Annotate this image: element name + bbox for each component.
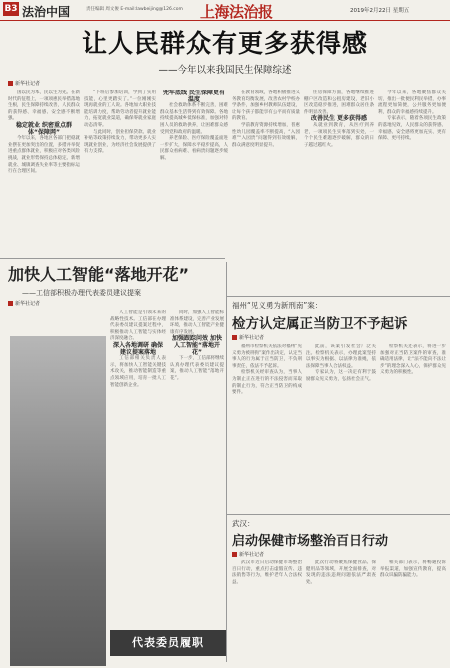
kicker-wuhan: 武汉： — [232, 519, 255, 528]
divider — [0, 258, 225, 259]
byline-article4: 新华社记者 — [232, 551, 264, 558]
photo — [10, 336, 106, 666]
newspaper-brand: 上海法治报 — [200, 3, 273, 21]
article4-column-2: 此次行动将聚焦保健食品、保健用品等领域，开展全面排查，对发现的违法违规问题依法严肃查处。 — [306, 560, 376, 585]
divider — [227, 514, 450, 515]
article1-column-2: “下班后参加培训，学到了实用技能，心里更踏实了。”一位刚刚实现再就业的工人说。各地加大职业技能培训力度，帮助劳动者提升就业能力，拓宽就业渠道，确保零就业家庭动态清零。 与此同时，创业担保贷款、就业补贴等政策持续发力，带动更多人实现就业创业，为经济社会发展提供了有力支撑。 — [84, 90, 156, 155]
divider — [227, 296, 450, 297]
page-number: B3 — [4, 4, 18, 14]
article1-column-1: 国以民为本，民以生为先。在新时代的征程上，一项项惠民举措落地生根，民生保障持续改善，人民群众的获得感、幸福感、安全感不断增强。 稳定就业 织密重点群体“保障网” 今年以来，各地区各部门把稳就业摆在更加突出的位置，多措并举促进重点群体就业，积极应对各类风险挑战，就业形势保持总体稳定。新增就业、城镇调查失业率等主要指标运行在合理区间。 — [8, 90, 80, 175]
article1-column-6: 今年以来，各地聚焦群众关切，推出一批便民利民举措，办事流程更加简便，公共服务更加便利，群众的幸福感持续提升。 专家表示，随着各项民生政策的落地见效，人民群众的获得感、幸福感、安全感将更加充实、更有保障、更可持续。 — [378, 90, 446, 142]
byline-article2: 新华社记者 — [8, 300, 40, 307]
byline-marker-icon — [232, 552, 237, 557]
byline-marker-icon — [8, 81, 13, 86]
article3-column-1: 福州市检察机关依法对福州“见义勇为被刑拘”案作出决定，认定当事人的行为属于正当防卫，不负刑事责任，依法不予起诉。 检察机关经审查认为，当事人为制止正在进行的不法侵害而采取的制止行为，符合正当防卫的构成要件。 — [232, 344, 302, 396]
byline-marker-icon — [232, 335, 237, 340]
article4-column-1: 武汉市近日启动保健市场整治百日行动，重点打击虚假宣传、违法销售等行为，维护老年人合法权益。 — [232, 560, 302, 585]
article3-column-3: 检察机关还表示，将进一步加强对正当防卫案件的审查，准确适用法律，让“法不能向不法让步”的理念深入人心，保护群众见义勇为的积极性。 — [380, 344, 446, 376]
article3-column-2: 此前，该案引发社会广泛关注。检察机关表示，办理此案坚持以事实为根据、以法律为准绳，依法保障当事人合法权益。 专家认为，这一决定有利于鼓励群众见义勇为，弘扬社会正气。 — [306, 344, 376, 382]
headline-main: 让人民群众有更多获得感 — [81, 29, 368, 58]
headline-wuhan: 启动保健市场整治百日行动 — [232, 534, 389, 549]
headline-ai: 加快人工智能“落地开花” — [8, 265, 190, 284]
article2-column-1: 人工智能是引领未来的战略性技术。工信部在办理代表委员建议提案过程中，积极推动人工智能与实体经济深度融合。 深入各地调研 确保建议提案落地 工信部相关负责人表示，将加快人工智能关键技术攻关，推动智能制造等重点领域应用，培育一批人工智能创新企业。 — [110, 310, 166, 388]
article1-column-5: 住房保障方面，各地继续推进棚户区改造和公租房建设，老旧小区改造稳步推进，困难群众居住条件明显改善。 改善民生 更多获得感 从就业到教育，从医疗到养老，一项项民生实事落到实处，一个个民生难题逐步破解，群众的日子越过越红火。 — [304, 90, 374, 148]
section-name: 法治中国 — [22, 5, 71, 19]
caption-banner: 代表委员履职 — [110, 630, 226, 656]
article1-column-4: 在教育领域，各地积极推进义务教育均衡发展，改善农村学校办学条件，加强乡村教师队伍建设，让每个孩子都能享有公平而有质量的教育。 学前教育资源持续增加，普惠性幼儿园覆盖率不断提高，“入园难”“入园贵”问题得到有效缓解，群众满意度明显提升。 — [232, 90, 300, 148]
article2-column-2: 同时，加强人工智能标准体系建设，完善产业发展环境，推动人工智能产业健康有序发展。 加强跟踪问效 加快人工智能“落地开花” 下一步，工信部将继续认真办理代表委员建议提案，推动人工智能“落地开花”。 — [170, 310, 224, 381]
column-divider — [226, 262, 227, 662]
byline-marker-icon — [8, 301, 13, 306]
byline-article1: 新华社记者 — [8, 80, 40, 87]
issue-date: 2019年2月22日 星期五 — [350, 8, 410, 14]
headline-ai-subtitle: ——工信部积极办理代表委员建议提案 — [22, 289, 141, 297]
headline-fuzhou: 检方认定属正当防卫不予起诉 — [232, 316, 408, 332]
byline-article3: 新华社记者 — [232, 334, 264, 341]
article1-column-3: 兜牢底线 民生保障更有温度 社会救助体系不断完善，困难群众基本生活得到有效保障。各地持续提高城乡低保标准，加强对特困人员的救助供养，让困难群众感受到党和政府的温暖。 养老保险、医疗保险覆盖面进一步扩大，保障水平稳步提高，人民群众看病难、看病贵问题逐步缓解。 — [160, 90, 228, 161]
editor-info: 责任编辑 周文俊 E-mail:lawbeijing@126.com — [86, 7, 183, 12]
article4-column-3: 相关部门表示，将畅通投诉举报渠道，加强宣传教育，提高群众识骗防骗能力。 — [380, 560, 446, 579]
kicker-fuzhou: 福州“见义勇为新刑南”案： — [232, 301, 323, 310]
headline-main-subtitle: ——今年以来我国民生保障综述 — [158, 65, 292, 76]
